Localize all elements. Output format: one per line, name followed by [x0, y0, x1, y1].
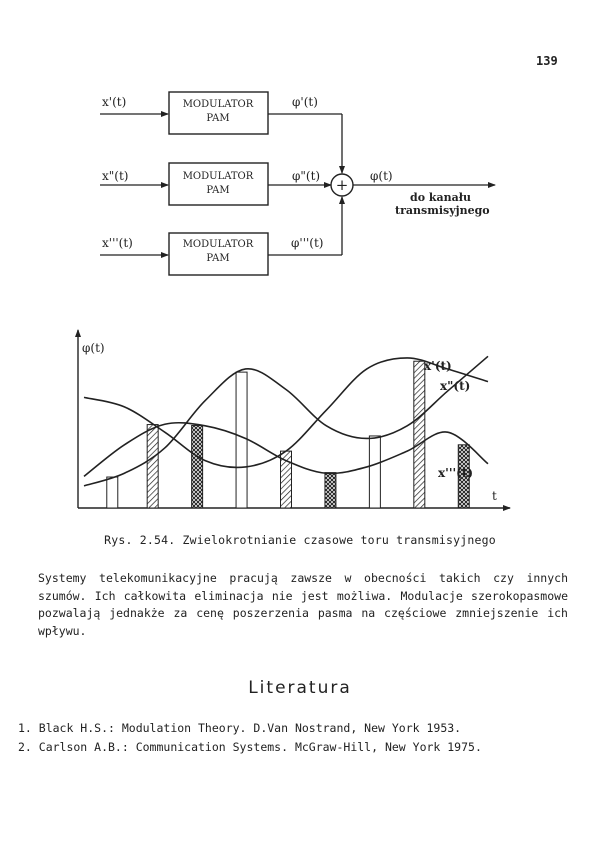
section-heading: Literatura	[248, 678, 352, 698]
modulator-label-2a: MODULATOR	[182, 171, 254, 182]
page-number: 139	[536, 54, 558, 68]
input-label-1: x'(t)	[102, 95, 127, 109]
modulator-label-3b: PAM	[206, 253, 230, 264]
output-label-1: φ'(t)	[292, 95, 318, 109]
modulator-row-2	[100, 163, 331, 205]
legend-x3: x'''(t)	[438, 466, 474, 480]
legend-x2: x"(t)	[440, 379, 471, 393]
reference-item: 1. Black H.S.: Modulation Theory. D.Van Nostrand, New York 1953.	[18, 721, 462, 735]
sample-pulse	[369, 436, 380, 508]
modulator-row-1	[100, 92, 342, 173]
input-label-3: x'''(t)	[102, 236, 133, 250]
modulator-box-2	[169, 163, 268, 205]
modulator-label-1a: MODULATOR	[182, 99, 254, 110]
destination-line-1: do kanału	[410, 191, 471, 204]
output-label-2: φ"(t)	[292, 169, 321, 183]
summer-symbol: +	[335, 176, 349, 194]
sample-pulse	[325, 473, 336, 508]
output-label-3: φ'''(t)	[291, 236, 324, 250]
modulator-label-1b: PAM	[206, 113, 230, 124]
sample-pulse	[236, 372, 247, 508]
destination-line-2: transmisyjnego	[395, 204, 490, 217]
modulator-label-2b: PAM	[206, 185, 230, 196]
sample-pulse	[414, 361, 425, 508]
reference-list	[18, 719, 482, 757]
body-paragraph	[38, 570, 568, 640]
series-line-2	[84, 358, 488, 468]
output-signal-label: φ(t)	[370, 169, 393, 183]
x-axis-label: t	[492, 489, 497, 503]
sample-pulse	[107, 477, 118, 508]
summing-junction	[331, 174, 353, 196]
sample-pulse	[192, 426, 203, 508]
input-label-2: x"(t)	[102, 169, 129, 183]
reference-item: 2. Carlson A.B.: Communication Systems. McGraw-Hill, New York 1975.	[18, 740, 482, 754]
sample-pulse	[147, 425, 158, 508]
modulator-label-3a: MODULATOR	[182, 239, 254, 250]
figure-caption: Rys. 2.54. Zwielokrotnianie czasowe toru transmisyjnego	[104, 533, 496, 547]
tdm-chart	[78, 330, 510, 508]
legend-x1: x'(t)	[424, 359, 452, 373]
paragraph-text: Systemy telekomunikacyjne pracują zawsze w obecności takich czy innych szumów. Ich całkowita eliminacja nie jest możliwa. Modulacje szerokopasmowe pozwalają jednakże za cenę poszerzenia pasma na częściowe zmniejszenie ich wpływu.	[38, 571, 568, 638]
modulator-row-3	[100, 197, 342, 275]
y-axis-label: φ(t)	[82, 341, 105, 355]
